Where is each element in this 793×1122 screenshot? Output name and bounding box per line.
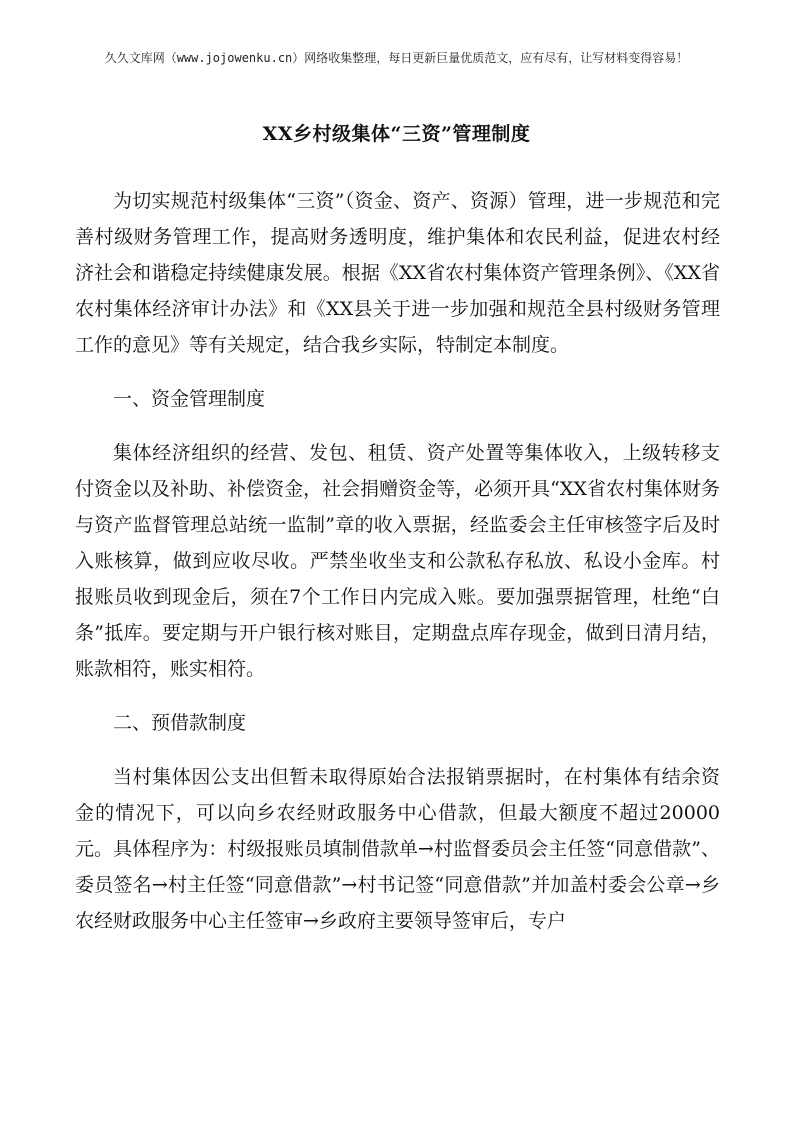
paragraph-funds: 集体经济组织的经营、发包、租赁、资产处置等集体收入，上级转移支付资金以及补助、补偿资金，社会捐赠资金等，必须开具“XX省农村集体财务与资产监督管理总站统一监制”章的收入票据，经监委会主任审核签字后及时入账核算，做到应收尽收。严禁坐收坐支和公款私存私放、私设小金库。村报账员收到现金后，须在7个工作日内完成入账。要加强票据管理，杜绝“白条”抵库。要定期与开户银行核对账目，定期盘点库存现金，做到日清月结，账款相符，账实相符。 [75,442,720,680]
section-heading-funds: 一、资金管理制度 [113,388,266,410]
document-title: XX乡村级集体“三资”管理制度 [262,123,531,145]
paragraph-intro: 为切实规范村级集体“三资”（资金、资产、资源）管理，进一步规范和完善村级财务管理工作，提高财务透明度，维护集体和农民利益，促进农村经济社会和谐稳定持续健康发展。根据《XX省农村集体资产管理条例》、《XX省农村集体经济审计办法》和《XX县关于进一步加强和规范全县村级财务管理工作的意见》等有关规定，结合我乡实际，特制定本制度。 [75,190,720,356]
page-header: 久久文库网（www.jojowenku.cn）网络收集整理，每日更新巨量优质范文，应有尽有，让写材料变得容易！ [104,51,689,65]
paragraph-advance-loan: 当村集体因公支出但暂未取得原始合法报销票据时，在村集体有结余资金的情况下，可以向乡农经财政服务中心借款，但最大额度不超过20000元。具体程序为：村级报账员填制借款单→村监督委员会主任签“同意借款”、委员签名→村主任签“同意借款”→村书记签“同意借款”并加盖村委会公章→乡农经财政服务中心主任签审→乡政府主要领导签审后，专户 [75,766,720,932]
document-body [75,183,720,939]
section-heading-advance-loan: 二、预借款制度 [113,712,247,734]
